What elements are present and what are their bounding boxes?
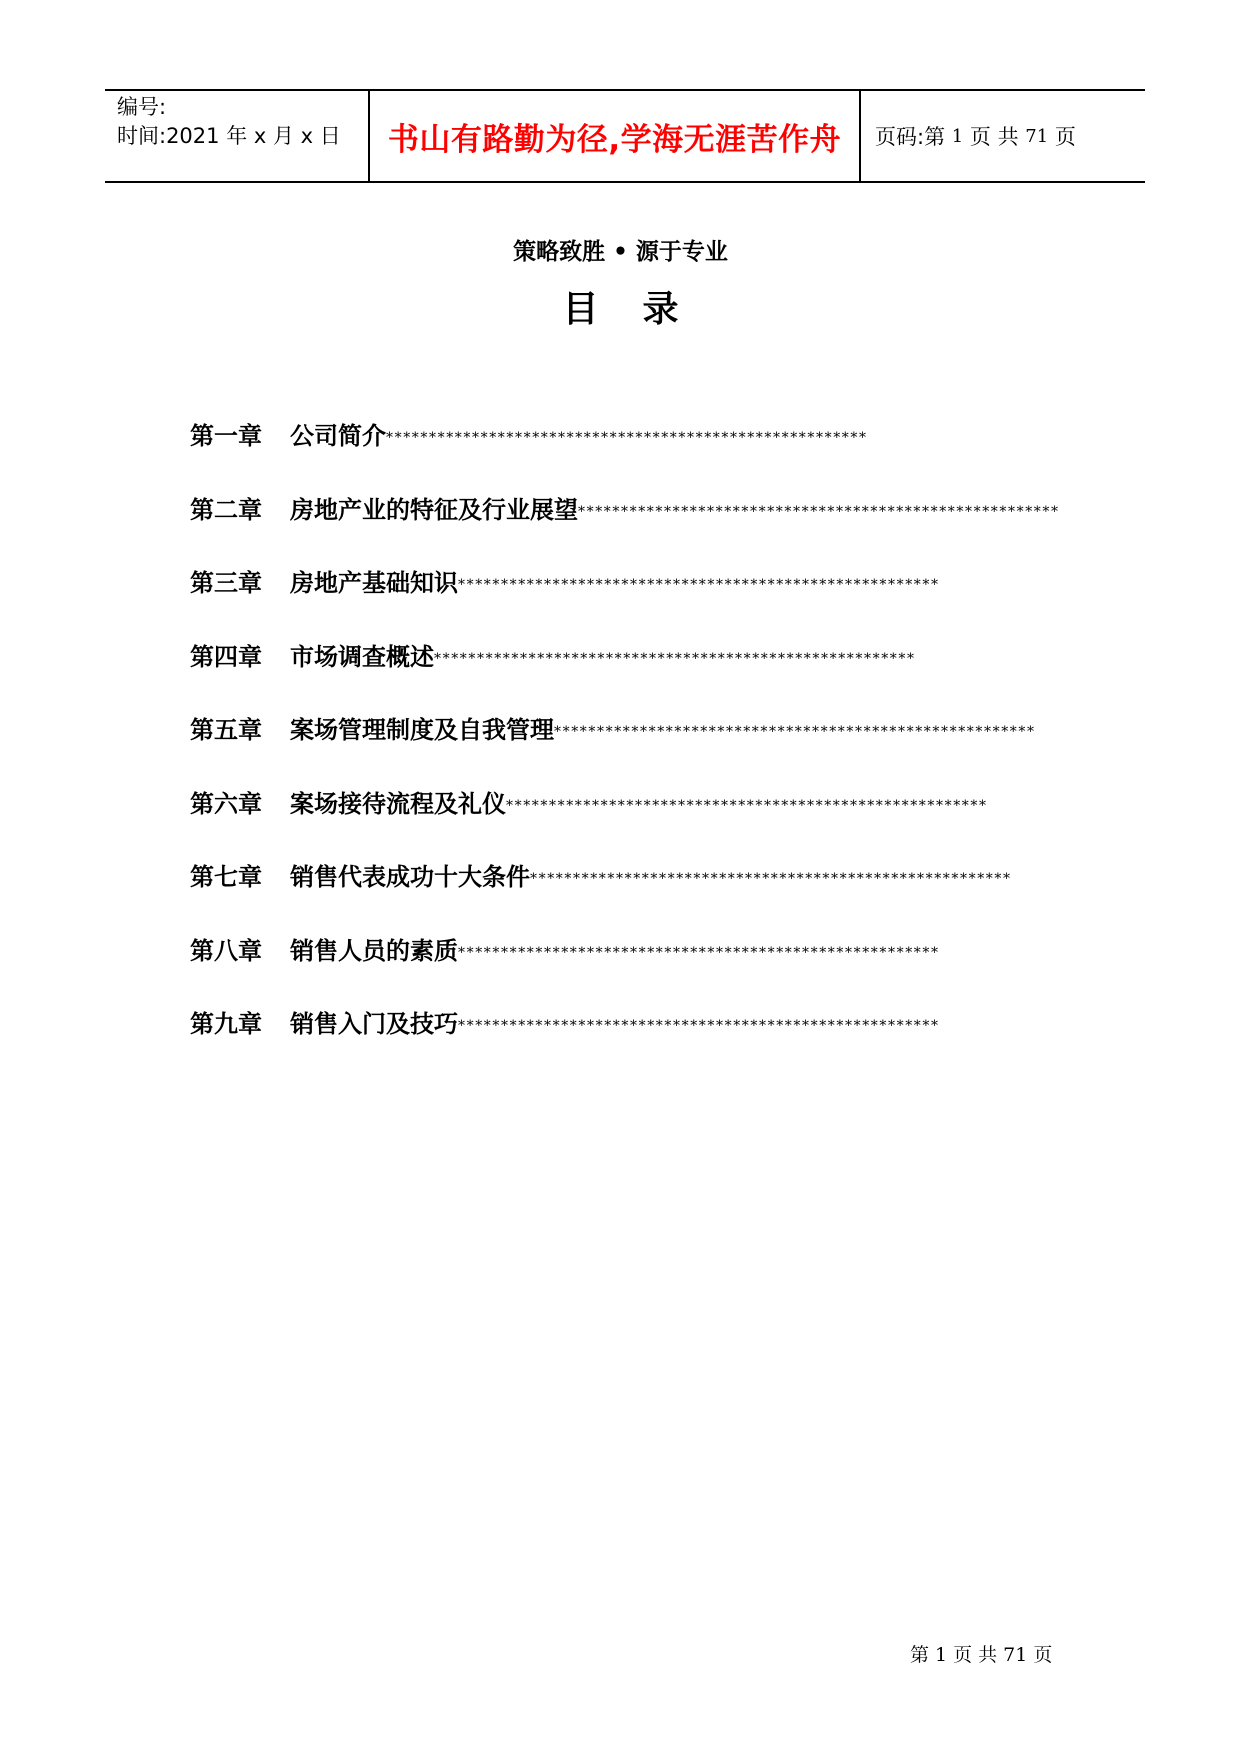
toc-entry[interactable] bbox=[190, 563, 970, 637]
table-of-contents bbox=[190, 416, 1060, 1078]
toc-chapter-number: 第四章 bbox=[190, 642, 262, 671]
toc-entry[interactable] bbox=[190, 710, 1036, 784]
header-page-total: 71 bbox=[1025, 125, 1049, 147]
toc-chapter-title: 公司简介 bbox=[290, 422, 386, 450]
document-number-label: 编号: bbox=[117, 95, 167, 119]
toc-chapter-number: 第八章 bbox=[190, 936, 262, 965]
toc-chapter-title: 销售入门及技巧 bbox=[290, 1010, 458, 1038]
footer-page-total: 71 bbox=[1003, 1644, 1028, 1666]
toc-entry[interactable] bbox=[190, 490, 1060, 564]
toc-title: 目录 bbox=[562, 289, 723, 330]
footer-page-current: 1 bbox=[935, 1644, 948, 1666]
toc-leader: ******************************************************** bbox=[530, 871, 1012, 887]
toc-chapter-number: 第五章 bbox=[190, 716, 262, 744]
page-footer bbox=[910, 1640, 1058, 1667]
toc-chapter-number: 第三章 bbox=[190, 569, 262, 597]
toc-chapter-title: 案场管理制度及自我管理 bbox=[290, 716, 554, 744]
toc-leader: ******************************************************** bbox=[578, 503, 1060, 520]
toc-chapter-title: 案场接待流程及礼仪 bbox=[290, 789, 506, 818]
toc-chapter-number: 第六章 bbox=[190, 789, 262, 818]
toc-entry[interactable] bbox=[190, 1004, 970, 1078]
toc-chapter-title: 房地产基础知识 bbox=[290, 569, 458, 597]
toc-chapter-number: 第九章 bbox=[190, 1010, 262, 1038]
footer-page-mid: 页 共 bbox=[953, 1644, 998, 1666]
toc-entry[interactable] bbox=[190, 416, 970, 490]
header-page-suffix: 页 bbox=[1054, 125, 1076, 149]
toc-chapter-number: 第二章 bbox=[190, 495, 262, 524]
toc-entry[interactable] bbox=[190, 857, 1012, 931]
toc-leader: ******************************************************** bbox=[386, 430, 868, 446]
toc-chapter-number: 第七章 bbox=[190, 863, 262, 891]
page-header-table bbox=[105, 89, 1145, 183]
toc-chapter-number: 第一章 bbox=[190, 422, 262, 450]
toc-leader: ******************************************************** bbox=[458, 577, 940, 593]
header-page-counter bbox=[861, 91, 1145, 181]
toc-chapter-title: 市场调查概述 bbox=[290, 642, 434, 671]
header-meta-cell bbox=[105, 91, 370, 181]
document-time-label: 时间:2021 年 x 月 x 日 bbox=[117, 124, 341, 148]
toc-chapter-title: 房地产业的特征及行业展望 bbox=[290, 495, 578, 524]
toc-chapter-title: 销售人员的素质 bbox=[290, 936, 458, 965]
header-motto: 书山有路勤为径,学海无涯苦作舟 bbox=[370, 91, 861, 181]
document-slogan: 策略致胜 • 源于专业 bbox=[513, 239, 728, 265]
toc-leader: ******************************************************** bbox=[434, 650, 916, 667]
header-page-current: 1 bbox=[951, 125, 964, 147]
toc-leader: ******************************************************** bbox=[458, 944, 940, 961]
header-page-mid: 页 共 bbox=[969, 125, 1019, 149]
footer-page-prefix: 第 bbox=[910, 1644, 930, 1666]
toc-entry[interactable] bbox=[190, 637, 970, 711]
toc-leader: ******************************************************** bbox=[458, 1018, 940, 1034]
header-page-prefix: 页码:第 bbox=[875, 125, 946, 149]
toc-leader: ******************************************************** bbox=[506, 797, 988, 814]
toc-entry[interactable] bbox=[190, 931, 970, 1005]
toc-leader: ******************************************************** bbox=[554, 724, 1036, 740]
footer-page-suffix: 页 bbox=[1033, 1644, 1053, 1666]
toc-entry[interactable] bbox=[190, 784, 988, 858]
toc-chapter-title: 销售代表成功十大条件 bbox=[290, 863, 530, 891]
